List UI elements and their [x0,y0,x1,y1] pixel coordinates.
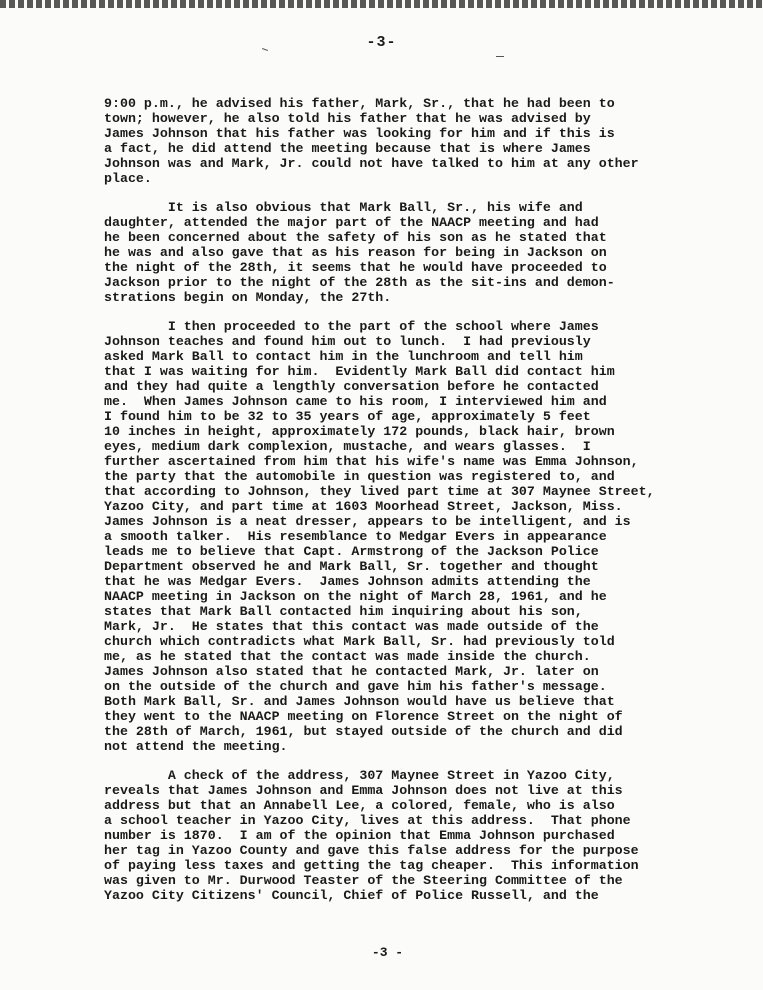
page-number-header-text: -3- [366,34,397,51]
page-number-header [0,34,763,51]
text-line: I then proceeded to the part of the school where James [104,319,599,334]
paragraph [104,200,729,305]
text-line: and they had quite a lengthly conversation before he contacted [104,379,599,394]
text-line: Mark, Jr. He states that this contact was made outside of the [104,619,599,634]
text-line: a fact, he did attend the meeting because that is where James [104,141,591,156]
text-line: 10 inches in height, approximately 172 pounds, black hair, brown [104,424,615,439]
text-line: place. [104,171,152,186]
text-line: was given to Mr. Durwood Teaster of the Steering Committee of the [104,873,623,888]
text-line: Yazoo City, and part time at 1603 Moorhead Street, Jackson, Miss. [104,499,623,514]
text-line: NAACP meeting in Jackson on the night of March 28, 1961, and he [104,589,607,604]
top-border-rule [0,0,763,8]
text-line: Both Mark Ball, Sr. and James Johnson would have us believe that [104,694,615,709]
text-line: the night of the 28th, it seems that he would have proceeded to [104,260,607,275]
page-number-footer-text: -3 - [371,945,404,960]
text-line: on the outside of the church and gave him his father's message. [104,679,607,694]
text-line: asked Mark Ball to contact him in the lunchroom and tell him [104,349,583,364]
text-line: eyes, medium dark complexion, mustache, and wears glasses. I [104,439,591,454]
text-line: that I was waiting for him. Evidently Mark Ball did contact him [104,364,615,379]
text-line: me. When James Johnson came to his room, I interviewed him and [104,394,607,409]
text-line: they went to the NAACP meeting on Florence Street on the night of [104,709,623,724]
paragraph [104,319,729,754]
text-line: a school teacher in Yazoo City, lives at this address. That phone [104,813,631,828]
text-line: he been concerned about the safety of his son as he stated that [104,230,607,245]
document-body [104,96,729,917]
text-line: that according to Johnson, they lived part time at 307 Maynee Street, [104,484,655,499]
text-line: town; however, he also told his father that he was advised by [104,111,591,126]
text-line: number is 1870. I am of the opinion that Emma Johnson purchased [104,828,615,843]
text-line: he was and also gave that as his reason for being in Jackson on [104,245,607,260]
text-line: Johnson teaches and found him out to lunch. I had previously [104,334,591,349]
text-line: James Johnson is a neat dresser, appears to be intelligent, and is [104,514,631,529]
text-line: church which contradicts what Mark Ball, Sr. had previously told [104,634,615,649]
text-line: of paying less taxes and getting the tag cheaper. This information [104,858,639,873]
text-line: Jackson prior to the night of the 28th as the sit-ins and demon- [104,275,615,290]
text-line: states that Mark Ball contacted him inquiring about his son, [104,604,583,619]
text-line: daughter, attended the major part of the NAACP meeting and had [104,215,599,230]
page-number-footer [0,945,763,960]
text-line: reveals that James Johnson and Emma Johnson does not live at this [104,783,623,798]
text-line: Yazoo City Citizens' Council, Chief of Police Russell, and the [104,888,599,903]
text-line: I found him to be 32 to 35 years of age, approximately 5 feet [104,409,591,424]
text-line: not attend the meeting. [104,739,288,754]
scan-mark [496,56,504,57]
text-line: 9:00 p.m., he advised his father, Mark, Sr., that he had been to [104,96,615,111]
text-line: that he was Medgar Evers. James Johnson admits attending the [104,574,591,589]
text-line: James Johnson that his father was looking for him and if this is [104,126,615,141]
text-line: further ascertained from him that his wife's name was Emma Johnson, [104,454,639,469]
text-line: Johnson was and Mark, Jr. could not have talked to him at any other [104,156,639,171]
text-line: a smooth talker. His resemblance to Medgar Evers in appearance [104,529,607,544]
text-line: leads me to believe that Capt. Armstrong of the Jackson Police [104,544,599,559]
paragraph [104,768,729,903]
text-line: strations begin on Monday, the 27th. [104,290,392,305]
text-line: It is also obvious that Mark Ball, Sr., his wife and [104,200,583,215]
text-line: address but that an Annabell Lee, a colored, female, who is also [104,798,615,813]
text-line: me, as he stated that the contact was made inside the church. [104,649,591,664]
text-line: Department observed he and Mark Ball, Sr. together and thought [104,559,599,574]
text-line: her tag in Yazoo County and gave this false address for the purpose [104,843,639,858]
text-line: the 28th of March, 1961, but stayed outside of the church and did [104,724,623,739]
text-line: the party that the automobile in question was registered to, and [104,469,615,484]
text-line: A check of the address, 307 Maynee Street in Yazoo City, [104,768,615,783]
paragraph [104,96,729,186]
text-line: James Johnson also stated that he contacted Mark, Jr. later on [104,664,599,679]
